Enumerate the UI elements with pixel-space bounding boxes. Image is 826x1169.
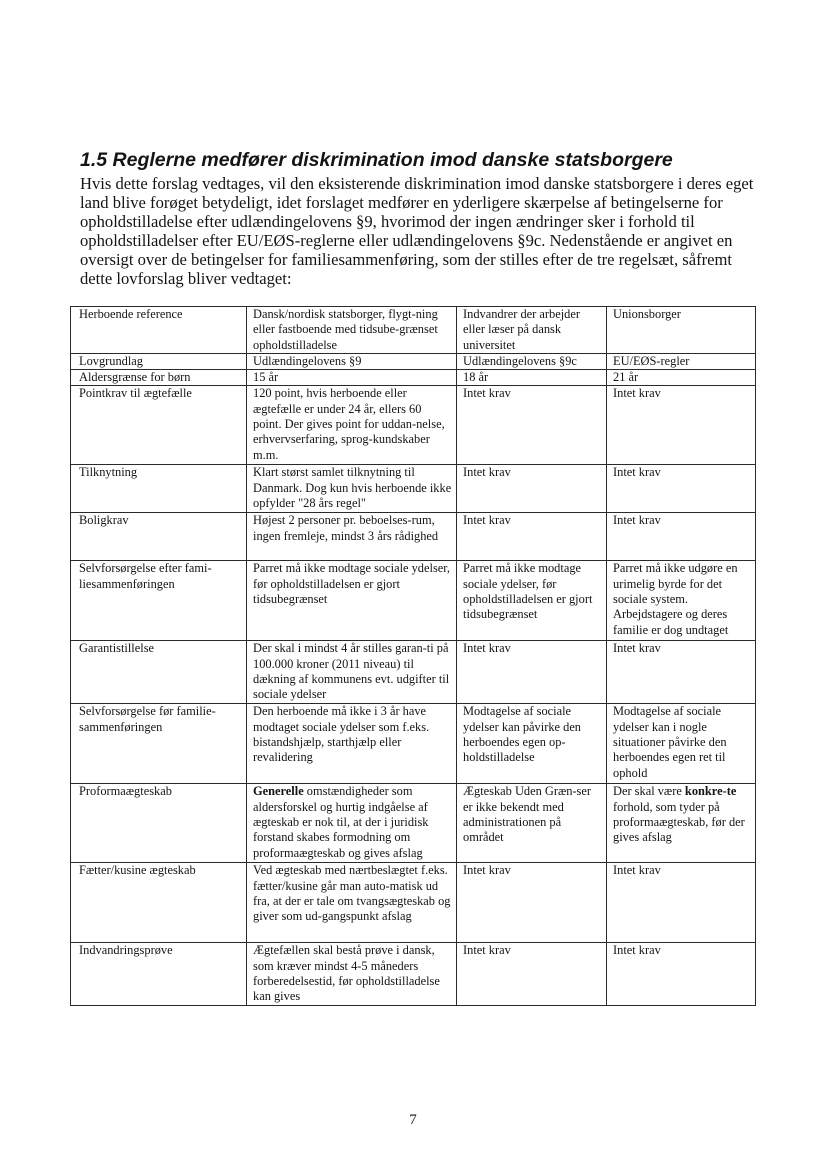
table-row [71,561,756,641]
cell-ul9c: Ægteskab Uden Græn-ser er ikke bekendt med administrationen på området [457,784,607,863]
cell-ul9: Udlændingelovens §9 [247,353,457,369]
row-label: Proformaægteskab [71,784,247,863]
cell-eu: Unionsborger [607,307,756,354]
table-row [71,353,756,369]
cell-ul9c: Intet krav [457,465,607,513]
cell-ul9: Klart størst samlet tilknytning til Danmark. Dog kun hvis herboende ikke opfylder "28 års regel" [247,465,457,513]
cell-ul9c: Intet krav [457,513,607,561]
table-row [71,943,756,1006]
table-row [71,784,756,863]
table-row [71,386,756,465]
row-label: Selvforsørgelse efter fami-liesammenføringen [71,561,247,641]
emphasis-text: Generelle [253,784,304,799]
cell-eu: Intet krav [607,863,756,943]
cell-ul9c: Intet krav [457,863,607,943]
row-label: Herboende reference [71,307,247,354]
cell-eu: Intet krav [607,513,756,561]
table-row [71,863,756,943]
cell-ul9: Højest 2 personer pr. beboelses-rum, ingen fremleje, mindst 3 års rådighed [247,513,457,561]
cell-ul9: Ved ægteskab med nærtbeslægtet f.eks. fætter/kusine går man auto-matisk ud fra, at der er tale om tvangsægteskab og giver som ud-gangspunkt afslag [247,863,457,943]
cell-ul9: Der skal i mindst 4 år stilles garan-ti på 100.000 kroner (2011 niveau) til dækning af kommunens evt. udgifter til sociale ydelser [247,641,457,704]
cell-ul9c: Modtagelse af sociale ydelser kan påvirke den herboendes egen op-holdstilladelse [457,704,607,784]
cell-ul9: Dansk/nordisk statsborger, flygt-ning eller fastboende med tidsube-grænset opholdstilladelse [247,307,457,354]
row-label: Selvforsørgelse før familie-sammenføringen [71,704,247,784]
page-number: 7 [409,1112,417,1128]
cell-eu: Intet krav [607,641,756,704]
cell-eu: Intet krav [607,465,756,513]
cell-text: Der skal være [613,784,685,799]
cell-text: omstændigheder som aldersforskel og hurtig indgåelse af ægteskab er nok til, at der i juridisk forstand skabes formodning om proformaægteskab og gives afslag [253,784,429,860]
intro-paragraph: Hvis dette forslag vedtages, vil den eksisterende diskrimination imod danske statsborgere i deres eget land blive forøget betydeligt, idet forslaget medfører en yderligere skærpelse af betingelserne for opholdstilladelse efter udlændingelovens §9, hvorimod der ingen ændringer sker i forhold til opholdstilladelser efter EU/EØS-reglerne eller udlændingelovens §9c. Nedenstående er angivet en oversigt over de betingelser for familiesammenføring, som der stilles efter de tre regelsæt, såfremt dette lovforslag bliver vedtaget: [80,174,754,289]
cell-ul9c: Intet krav [457,641,607,704]
cell-ul9: Parret må ikke modtage sociale ydelser, før opholdstilladelsen er gjort tidsubegrænset [247,561,457,641]
row-label: Aldersgrænse for børn [71,370,247,386]
emphasis-text: konkre-te [684,784,737,799]
row-label: Pointkrav til ægtefælle [71,386,247,465]
table-row [71,465,756,513]
row-label: Garantistillelse [71,641,247,704]
cell-ul9: 15 år [247,370,457,386]
cell-ul9c: Udlændingelovens §9c [457,353,607,369]
cell-ul9c: Intet krav [457,943,607,1006]
table-row [71,641,756,704]
cell-ul9: Den herboende må ikke i 3 år have modtaget sociale ydelser som f.eks. bistandshjælp, starthjælp eller revalidering [247,704,457,784]
cell-eu: Modtagelse af sociale ydelser kan i nogle situationer påvirke den herboendes egen ret til ophold [607,704,756,784]
cell-ul9: 120 point, hvis herboende eller ægtefælle er under 24 år, ellers 60 point. Der gives point for uddan-nelse, erhvervserfaring, sprog-kundskaber m.m. [247,386,457,465]
cell-eu: 21 år [607,370,756,386]
cell-eu: Intet krav [607,943,756,1006]
cell-text: forhold, som tyder på proformaægteskab, før der gives afslag [613,799,745,845]
cell-eu: Intet krav [607,386,756,465]
table-row [71,704,756,784]
cell-eu [607,784,756,863]
cell-eu: EU/EØS-regler [607,353,756,369]
table-row [71,370,756,386]
row-label: Lovgrundlag [71,353,247,369]
section-heading: 1.5 Reglerne medfører diskrimination imod danske statsborgere [80,149,673,171]
table-row [71,513,756,561]
row-label: Tilknytning [71,465,247,513]
cell-ul9: Ægtefællen skal bestå prøve i dansk, som kræver mindst 4-5 måneders forberedelsestid, før opholdstilladelse kan gives [247,943,457,1006]
table-row [71,307,756,354]
row-label: Fætter/kusine ægteskab [71,863,247,943]
cell-ul9 [247,784,457,863]
row-label: Boligkrav [71,513,247,561]
conditions-table [70,306,756,1006]
cell-ul9c: 18 år [457,370,607,386]
cell-ul9c: Indvandrer der arbejder eller læser på dansk universitet [457,307,607,354]
row-label: Indvandringsprøve [71,943,247,1006]
cell-eu: Parret må ikke udgøre en urimelig byrde for det sociale system. Arbejdstagere og deres familie er dog undtaget [607,561,756,641]
cell-ul9c: Intet krav [457,386,607,465]
cell-ul9c: Parret må ikke modtage sociale ydelser, før opholdstilladelsen er gjort tidsubegrænset [457,561,607,641]
